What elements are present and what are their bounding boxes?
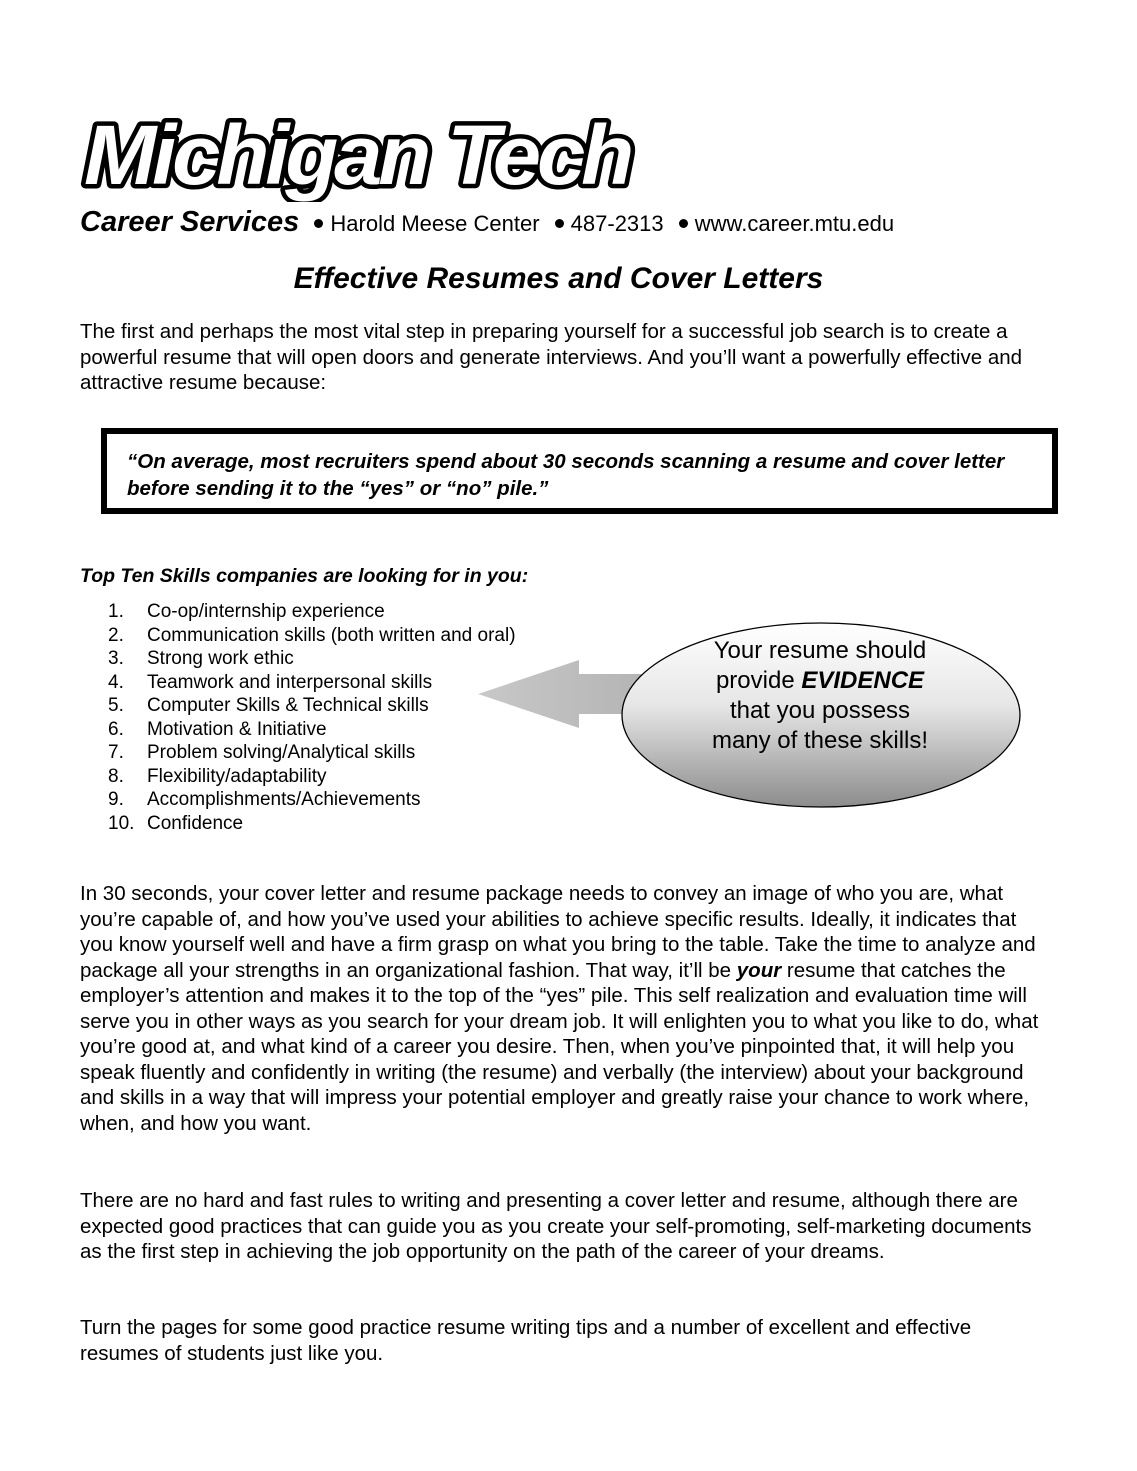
list-item: 4. Teamwork and interpersonal skills (108, 671, 433, 693)
body-paragraph-1: In 30 seconds, your cover letter and resume package needs to convey an image of who you are, what you’re capable of, and how you’ve used your abilities to achieve specific results. Ideally, it indicates that you know yourself well and have a firm grasp on what you bring to the table. Take the time to analyze and package all your strengths in an organizational fashion. That way, it’ll be your resume that catches the employer’s attention and makes it to the top of the “yes” pile. This self realization and evaluation time will serve you in other ways as you search for your dream job. It will enlighten you to what you like to do, what you’re good at, and what kind of a career you desire. Then, when you’ve pinpointed that, it will help you speak fluently and confidently in writing (the resume) and verbally (the interview) about your background and skills in a way that will impress your potential employer and greatly raise your chance to work where, when, and how you want. (80, 882, 1039, 1135)
list-item: 1. Co-op/internship experience (108, 601, 385, 622)
list-item: 9. Accomplishments/Achievements (108, 789, 421, 810)
list-item: 5. Computer Skills & Technical skills (108, 695, 429, 716)
bubble-text: Your resume should provide EVIDENCE that you possess many of these skills! (711, 637, 929, 754)
body-paragraph-3: Turn the pages for some good practice resume writing tips and a number of excellent and effective resumes of students just like you. (80, 1316, 972, 1365)
list-item: 2. Communication skills (both written and oral) (108, 624, 516, 646)
list-item: 3. Strong work ethic (108, 648, 294, 669)
document-title: Effective Resumes and Cover Letters (293, 262, 824, 295)
bullet-dot-icon (555, 219, 564, 228)
header-contact-line (80, 206, 894, 239)
location: Harold Meese Center (330, 211, 540, 236)
quote-box (101, 428, 1058, 514)
website: www.career.mtu.edu (694, 211, 895, 236)
skills-list (108, 600, 516, 835)
michigan-tech-logo (78, 92, 638, 202)
list-item: 7. Problem solving/Analytical skills (108, 742, 416, 763)
body-paragraph-2: There are no hard and fast rules to writing and presenting a cover letter and resume, although there are expected good practices that can guide you as you create your self-promoting, self-marketing documents as the first step in achieving the job opportunity on the path of the career of your dreams. (80, 1189, 1032, 1263)
list-item: 8. Flexibility/adaptability (108, 765, 327, 787)
logo-wordmark: Michigan Tech (84, 108, 631, 202)
quote-text: “On average, most recruiters spend about 30 seconds scanning a resume and cover letter before sending it to the “yes” or “no” pile.” (127, 450, 1005, 500)
intro-paragraph: The first and perhaps the most vital step in preparing yourself for a successful job search is to create a powerful resume that will open doors and generate interviews. And you’ll want a powerfully effective and attractive resume because: (80, 320, 1023, 394)
list-item: 6. Motivation & Initiative (108, 718, 327, 740)
evidence-emphasis: EVIDENCE (801, 667, 925, 694)
bullet-dot-icon (314, 219, 323, 228)
list-item: 10. Confidence (108, 812, 244, 834)
phone: 487-2313 (570, 211, 664, 236)
bullet-dot-icon (679, 219, 688, 228)
your-emphasis: your (736, 958, 782, 982)
skills-heading: Top Ten Skills companies are looking for in you: (80, 565, 529, 587)
department-name: Career Services (80, 206, 300, 238)
